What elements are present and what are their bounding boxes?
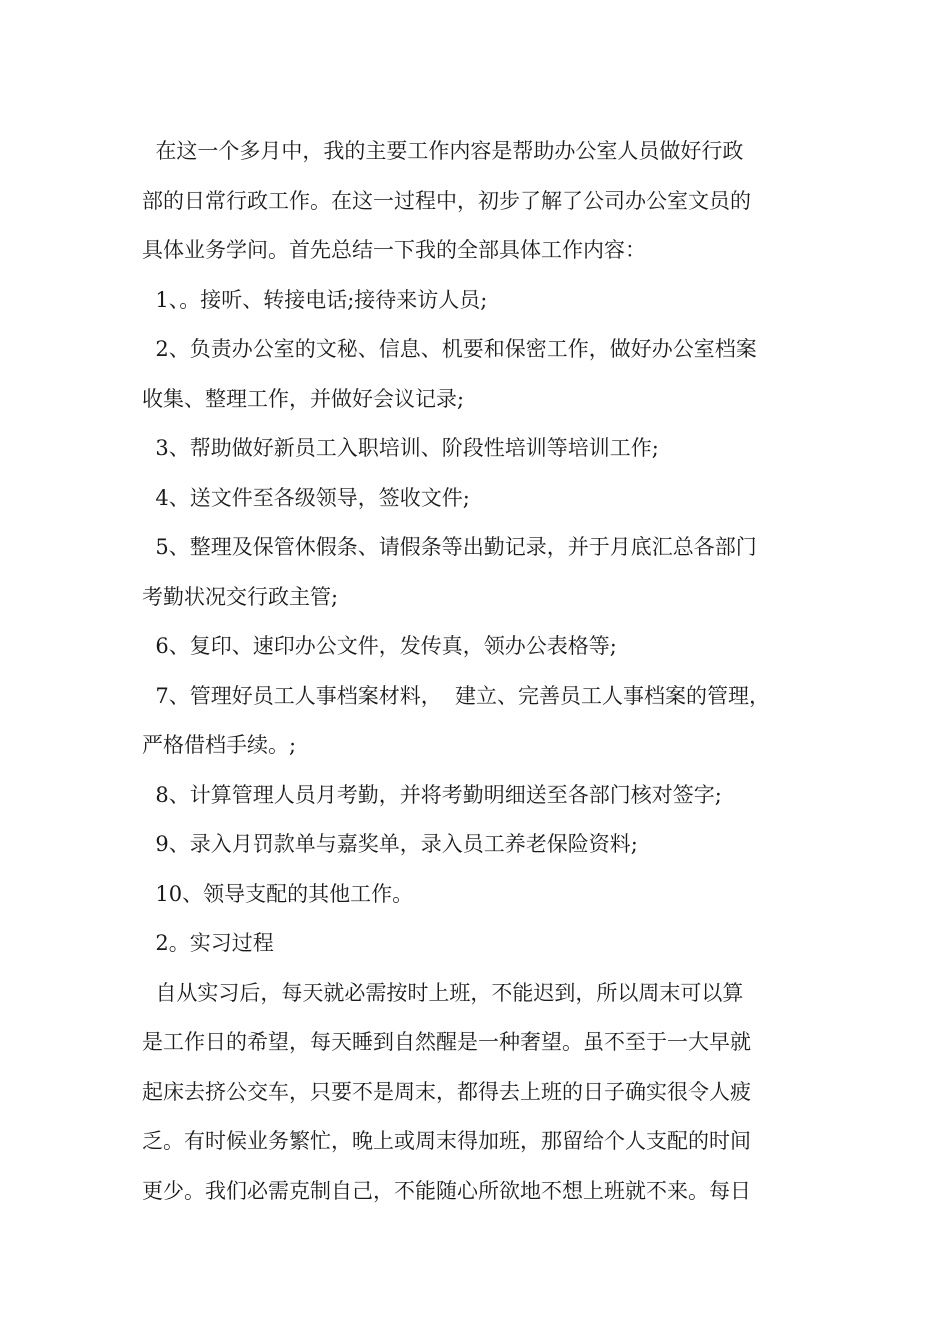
text-line: 2、负责办公室的文秘、信息、机要和保密工作，做好办公室档案 — [142, 337, 757, 361]
text-line: 3、帮助做好新员工入职培训、阶段性培训等培训工作; — [142, 436, 659, 460]
text-line: 在这一个多月中，我的主要工作内容是帮助办公室人员做好行政 — [142, 139, 744, 163]
text-line: 7、管理好员工人事档案材料， 建立、完善员工人事档案的管理， — [142, 683, 771, 708]
text-line: 收集、整理工作，并做好会议记录; — [142, 386, 465, 411]
text-line: 1、。接听、转接电话;接待来访人员; — [142, 287, 488, 312]
text-line: 更少。我们必需克制自己，不能随心所欲地不想上班就不来。每日 — [142, 1178, 751, 1203]
text-line: 严格借档手续。; — [142, 733, 297, 757]
text-line: 9、录入月罚款单与嘉奖单，录入员工养老保险资料; — [142, 832, 638, 856]
text-line: 5、整理及保管休假条、请假条等出勤记录，并于月底汇总各部门 — [142, 535, 757, 559]
text-line: 2。实习过程 — [142, 931, 274, 955]
text-line: 部的日常行政工作。在这一过程中，初步了解了公司办公室文员的 — [142, 188, 751, 213]
text-line: 10、领导支配的其他工作。 — [142, 881, 414, 906]
text-line: 乏。有时候业务繁忙，晚上或周末得加班，那留给个人支配的时间 — [142, 1129, 751, 1153]
text-line: 是工作日的希望，每天睡到自然醒是一种奢望。虽不至于一大早就 — [142, 1030, 751, 1054]
text-line: 考勤状况交行政主管; — [142, 584, 339, 609]
text-line: 起床去挤公交车，只要不是周末，都得去上班的日子确实很令人疲 — [142, 1079, 751, 1104]
text-line: 8、计算管理人员月考勤，并将考勤明细送至各部门核对签字; — [142, 782, 722, 807]
text-line: 6、复印、速印办公文件，发传真，领办公表格等; — [142, 634, 617, 658]
text-line: 4、送文件至各级领导，签收文件; — [142, 485, 470, 510]
text-line: 自从实习后，每天就必需按时上班，不能迟到，所以周末可以算 — [142, 980, 744, 1005]
text-line: 具体业务学问。首先总结一下我的全部具体工作内容： — [142, 238, 646, 262]
